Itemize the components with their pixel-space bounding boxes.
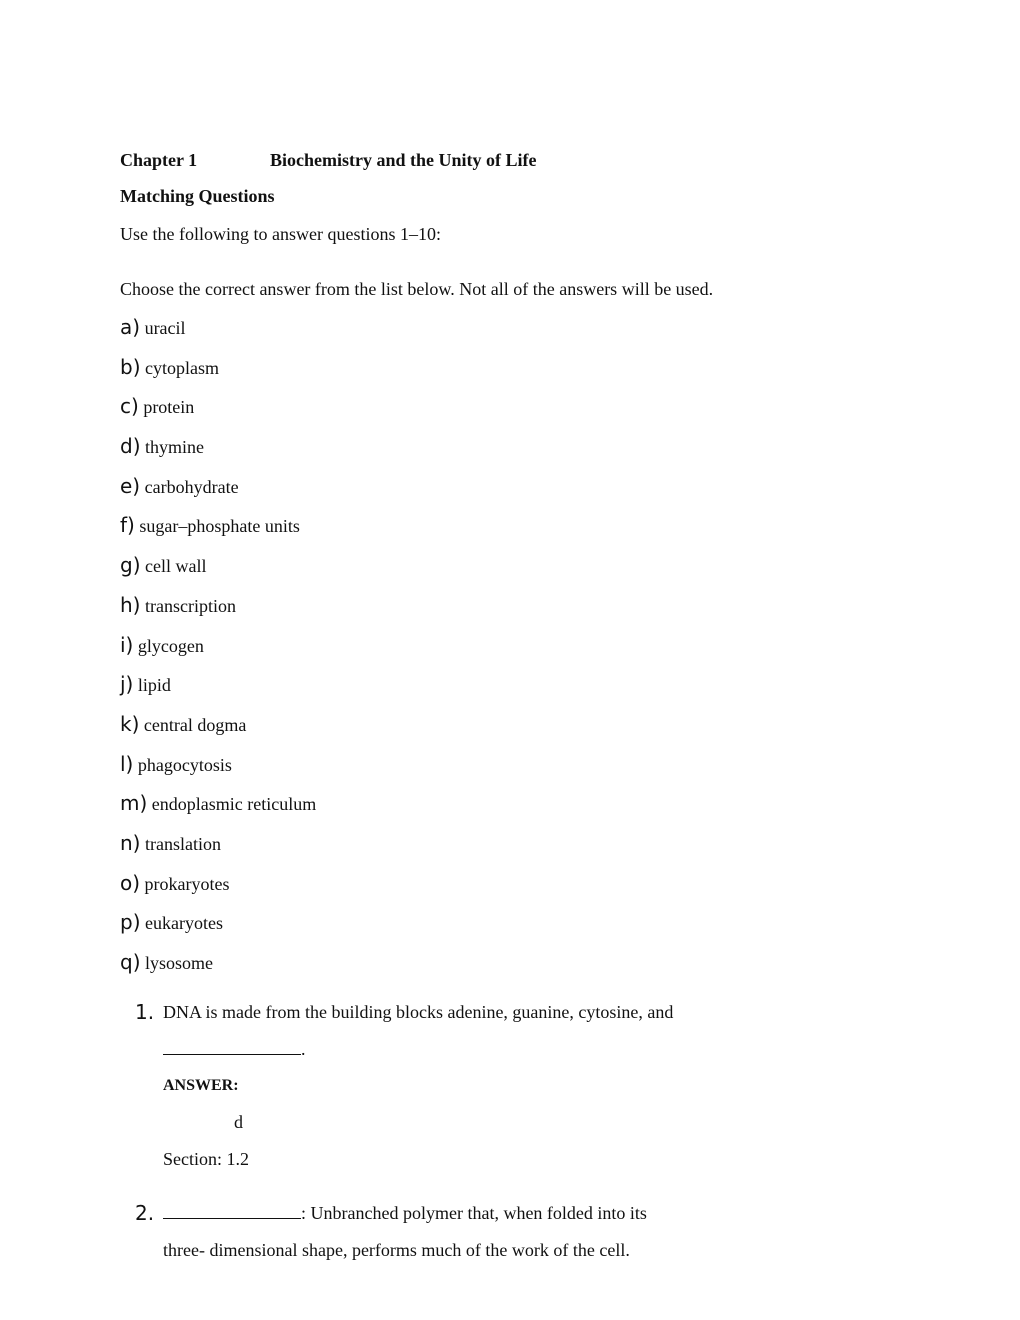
option-text: eukaryotes <box>145 913 223 934</box>
question-first-line <box>163 1200 920 1226</box>
option-text: glycogen <box>137 635 204 656</box>
option-item <box>120 711 920 751</box>
option-item <box>120 632 920 672</box>
option-letter: d) <box>120 434 141 459</box>
option-letter: j) <box>120 672 134 697</box>
option-text: protein <box>143 397 195 418</box>
question-text-continued: three- dimensional shape, performs much of the work of the cell. <box>163 1239 630 1260</box>
question-number: 1. <box>135 999 155 1024</box>
document-page <box>120 147 920 1263</box>
answer-label: ANSWER: <box>163 1076 239 1094</box>
option-text: sugar–phosphate units <box>139 516 300 537</box>
option-item <box>120 473 920 513</box>
option-item <box>120 433 920 473</box>
option-letter: l) <box>120 751 134 776</box>
option-text: uracil <box>144 318 186 338</box>
option-letter: g) <box>120 553 141 578</box>
section-reference: Section: 1.2 <box>163 1148 249 1169</box>
option-text: prokaryotes <box>144 873 230 894</box>
option-item <box>120 314 920 354</box>
option-item <box>120 830 920 870</box>
option-letter: k) <box>120 711 140 736</box>
option-letter: b) <box>120 354 141 379</box>
blank-suffix: . <box>301 1038 306 1059</box>
instruction-choose-answer: Choose the correct answer from the list below. Not all of the answers will be used. <box>120 279 714 299</box>
question-text: : Unbranched polymer that, when folded into its <box>301 1202 647 1223</box>
option-text: central dogma <box>143 714 247 735</box>
option-item <box>120 354 920 394</box>
option-text: cell wall <box>145 556 207 577</box>
option-item <box>120 949 920 989</box>
option-letter: h) <box>120 592 141 617</box>
question-number: 2. <box>135 1200 155 1225</box>
option-item <box>120 393 920 433</box>
question-2 <box>135 1200 920 1263</box>
option-letter: o) <box>120 870 141 895</box>
option-letter: p) <box>120 910 141 935</box>
option-item <box>120 870 920 910</box>
answer-options-list <box>120 314 920 989</box>
option-item <box>120 552 920 592</box>
option-text: endoplasmic reticulum <box>151 794 317 815</box>
question-blank-line <box>163 1036 920 1062</box>
answer-blank <box>163 1036 301 1055</box>
option-item <box>120 671 920 711</box>
option-item <box>120 751 920 791</box>
question-text: DNA is made from the building blocks adenine, guanine, cytosine, and <box>163 1001 674 1022</box>
answer-blank <box>163 1200 301 1219</box>
option-text: cytoplasm <box>145 357 219 378</box>
option-text: transcription <box>144 595 236 616</box>
option-letter: e) <box>120 473 141 498</box>
option-item <box>120 512 920 552</box>
option-text: translation <box>144 833 221 854</box>
option-text: lipid <box>137 675 171 696</box>
chapter-header <box>120 147 920 173</box>
option-item <box>120 909 920 949</box>
option-letter: m) <box>120 791 148 816</box>
option-text: thymine <box>145 437 204 458</box>
chapter-title: Biochemistry and the Unity of Life <box>270 150 537 170</box>
instruction-questions-range: Use the following to answer questions 1–10: <box>120 224 441 244</box>
option-letter: q) <box>120 950 141 974</box>
option-text: carbohydrate <box>144 476 239 497</box>
option-letter: c) <box>120 394 139 419</box>
chapter-number: Chapter 1 <box>120 150 198 170</box>
option-item <box>120 790 920 830</box>
question-1 <box>135 999 920 1172</box>
option-letter: a) <box>120 315 141 339</box>
option-letter: n) <box>120 830 141 855</box>
section-title: Matching Questions <box>120 186 275 206</box>
option-letter: f) <box>120 513 135 538</box>
option-text: lysosome <box>145 953 214 973</box>
option-letter: i) <box>120 632 134 657</box>
answer-value: d <box>234 1111 243 1132</box>
option-item <box>120 592 920 632</box>
option-text: phagocytosis <box>137 754 232 775</box>
